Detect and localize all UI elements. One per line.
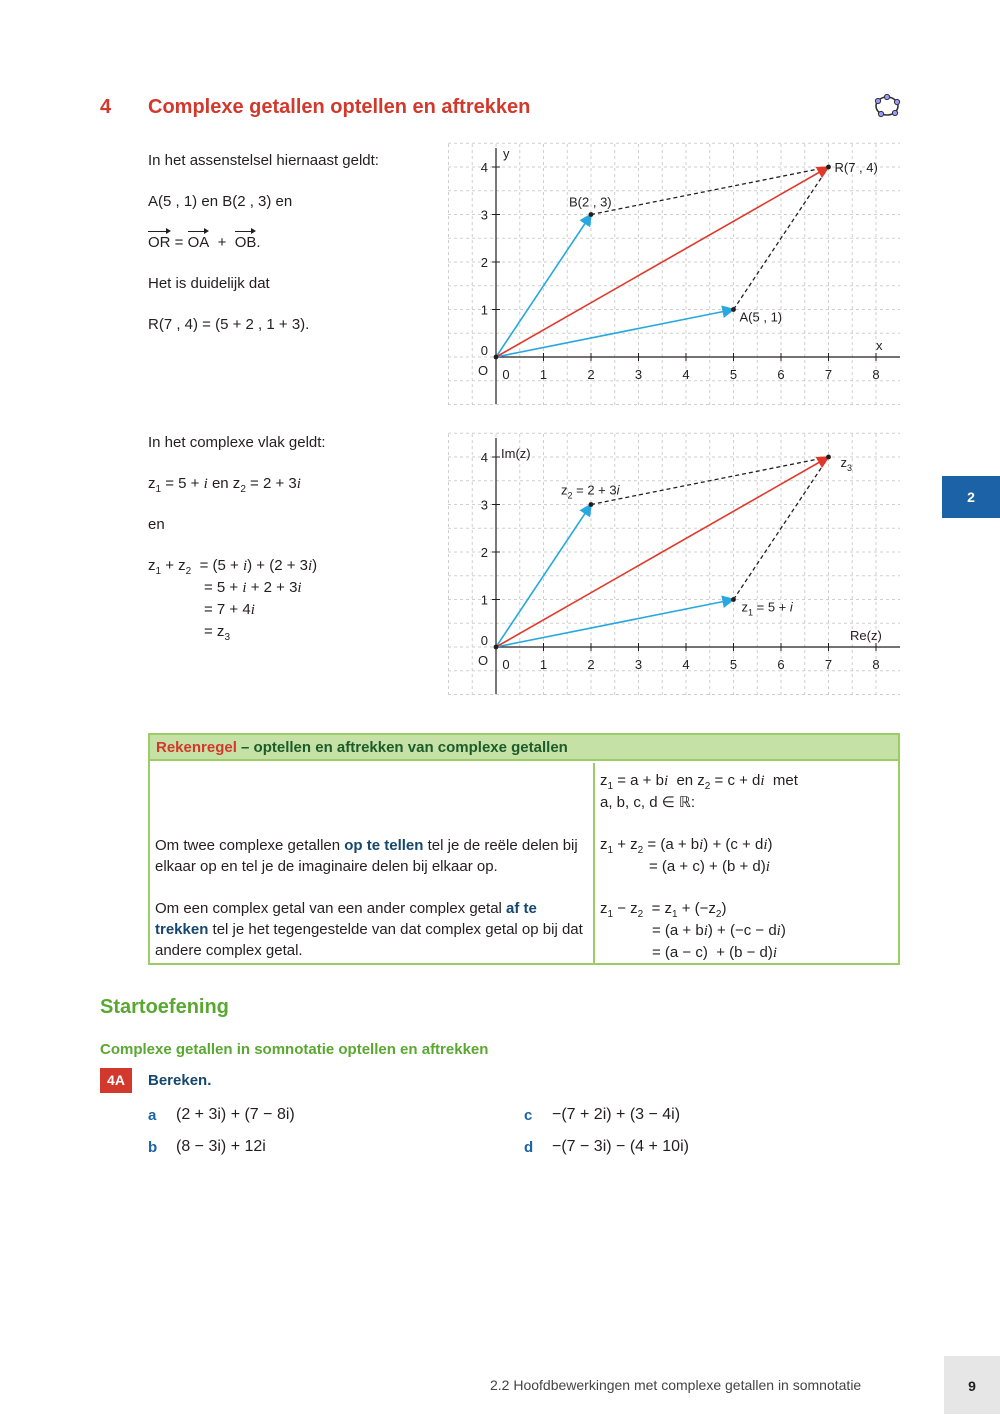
section-title: Complexe getallen optellen en aftrekken <box>148 96 531 118</box>
page-number: 9 <box>944 1356 1000 1414</box>
intro1-line2: A(5 , 1) en B(2 , 3) en <box>148 193 293 210</box>
y-tick-label: 4 <box>480 450 488 465</box>
point-b-label: B(2 , 3) <box>569 194 612 210</box>
item-b-letter: b <box>148 1139 158 1156</box>
z3-label: $z_3$ <box>840 455 853 473</box>
rule-add-text <box>155 835 585 877</box>
item-a-expr: (2 + 3i) + (7 − 8i) <box>176 1106 295 1123</box>
point <box>589 212 594 217</box>
x-tick-label: 2 <box>587 367 595 382</box>
rule-label: Rekenregel <box>156 739 237 756</box>
item-b-expr: (8 − 3i) + 12i <box>176 1138 266 1155</box>
x-tick-label: 0 <box>502 657 510 672</box>
z2-label: $z_2 = 2 + 3i$ <box>561 482 620 501</box>
vector-ob: OB <box>234 234 257 251</box>
x-tick-label: 7 <box>824 367 833 382</box>
rule-sub-c: tel je het tegengestelde van dat complex getal op bij dat andere complex getal. <box>155 921 583 959</box>
item-d-expr: −(7 − 3i) − (4 + 10i) <box>552 1138 689 1155</box>
vector-or: OR <box>148 234 171 251</box>
vector-equation <box>148 234 261 252</box>
x-tick-label: 3 <box>634 657 643 672</box>
point <box>731 597 736 602</box>
x-tick-label: 7 <box>824 657 833 672</box>
x-tick-label: 1 <box>539 367 548 382</box>
rule-divider <box>593 763 595 963</box>
rule-add-formula2: = (a + c) + (b + d)i <box>649 858 770 875</box>
x-tick-label: 5 <box>729 657 738 672</box>
sum-line3: = 7 + 4i <box>204 601 255 618</box>
z1-label: $z_1 = 5 + i$ <box>741 599 793 618</box>
point-r-label: R(7 , 4) <box>834 160 878 175</box>
exercise-badge: 4A <box>100 1068 132 1093</box>
plus-sign: + <box>209 234 235 251</box>
y-tick-label: 1 <box>480 302 488 318</box>
item-c-letter: c <box>524 1107 533 1124</box>
y-axis-label: Im(z) <box>501 446 531 461</box>
rule-sub-text <box>155 898 585 961</box>
x-tick-label: 1 <box>539 657 548 672</box>
rule-sub-formula2: = (a + bi) + (−c − di) <box>652 922 786 939</box>
intro1-line4: Het is duidelijk dat <box>148 275 270 292</box>
point <box>589 502 594 507</box>
graph-complex-plane <box>446 432 902 698</box>
point <box>494 645 499 650</box>
intro1-line1: In het assenstelsel hiernaast geldt: <box>148 152 379 169</box>
item-c-expr: −(7 + 2i) + (3 − 4i) <box>552 1106 681 1123</box>
rule-box <box>148 733 900 965</box>
rule-add-formula1: $z_1 + z_2 = (a + bi) + (c + di)$ <box>600 836 773 856</box>
x-tick-label: 8 <box>872 367 880 382</box>
footer-section: 2.2 Hoofdbewerkingen met complexe getallen in somnotatie <box>490 1377 862 1393</box>
rule-header <box>150 735 898 761</box>
y-axis-label: y <box>503 146 510 161</box>
graph-vectors <box>446 142 902 408</box>
item-a-letter: a <box>148 1107 157 1124</box>
intro2-line1: In het complexe vlak geldt: <box>148 434 326 451</box>
rule-add-b: op te tellen <box>344 837 424 854</box>
origin-label: O <box>477 363 489 378</box>
geogebra-icon[interactable] <box>872 92 902 120</box>
exercise-instruction: Bereken. <box>148 1072 212 1089</box>
complex-definition: $z_1 = 5 + i$ en $z_2 = 2 + 3i$ <box>148 475 301 495</box>
point <box>826 165 831 170</box>
point <box>494 355 499 360</box>
x-tick-label: 3 <box>634 367 643 382</box>
x-tick-label: 6 <box>777 657 785 672</box>
intro1-line5: R(7 , 4) = (5 + 2 , 1 + 3). <box>148 316 310 333</box>
x-tick-label: 4 <box>682 367 690 382</box>
rule-sub-b: af te trekken <box>155 900 537 938</box>
x-axis-label: x <box>876 338 883 353</box>
start-heading: Startoefening <box>100 996 229 1018</box>
start-subheading: Complexe getallen in somnotatie optellen en aftrekken <box>100 1041 489 1058</box>
y-tick-label: 2 <box>480 545 488 560</box>
x-tick-label: 5 <box>729 367 738 382</box>
y-tick-label: 1 <box>480 592 488 608</box>
equals-sign: = <box>170 234 188 251</box>
y-tick-label: 3 <box>480 207 488 223</box>
sum-line1: $z_1 + z_2 = (5 + i) + (2 + 3i)$ <box>148 557 318 577</box>
y-tick-label: 0 <box>480 343 488 358</box>
x-tick-label: 6 <box>777 367 785 382</box>
chapter-tab[interactable]: 2 <box>942 476 1000 518</box>
x-axis-label: Re(z) <box>850 628 882 643</box>
item-d-letter: d <box>524 1139 534 1156</box>
point-a-label: A(5 , 1) <box>739 309 783 325</box>
rule-sub-a: Om een complex getal van een ander complex getal <box>155 900 507 917</box>
x-tick-label: 2 <box>587 657 595 672</box>
rule-sub-formula3: = (a − c) + (b − d)i <box>652 944 778 961</box>
section-number: 4 <box>100 96 112 118</box>
y-tick-label: 4 <box>480 160 488 175</box>
rule-def-line: $z_1 = a$ + bi en $z_2 = c$ + di met <box>600 772 798 792</box>
sum-line4: = $z_3$ <box>204 623 230 643</box>
y-tick-label: 2 <box>480 255 488 270</box>
rule-title: – optellen en aftrekken van complexe getallen <box>236 739 568 756</box>
period: . <box>256 234 261 251</box>
intro2-en: en <box>148 516 165 533</box>
point <box>826 455 831 460</box>
rule-add-c: tel je de reële delen bij elkaar op en tel je de imaginaire delen bij elkaar op. <box>155 837 578 875</box>
vector-oa: OA <box>187 234 210 251</box>
rule-add-a: Om twee complexe getallen <box>155 837 345 854</box>
sum-line2: = 5 + i + 2 + 3i <box>204 579 302 596</box>
rule-set-line: a, b, c, d ∈ ℝ: <box>600 794 695 811</box>
y-tick-label: 3 <box>480 497 488 513</box>
x-tick-label: 8 <box>872 657 880 672</box>
x-tick-label: 4 <box>682 657 690 672</box>
point <box>731 307 736 312</box>
origin-label: O <box>477 653 489 668</box>
rule-sub-formula1: $z_1 - z_2 = z_1 + (-z_2)$ <box>600 900 727 920</box>
x-tick-label: 0 <box>502 367 510 382</box>
y-tick-label: 0 <box>480 633 488 648</box>
